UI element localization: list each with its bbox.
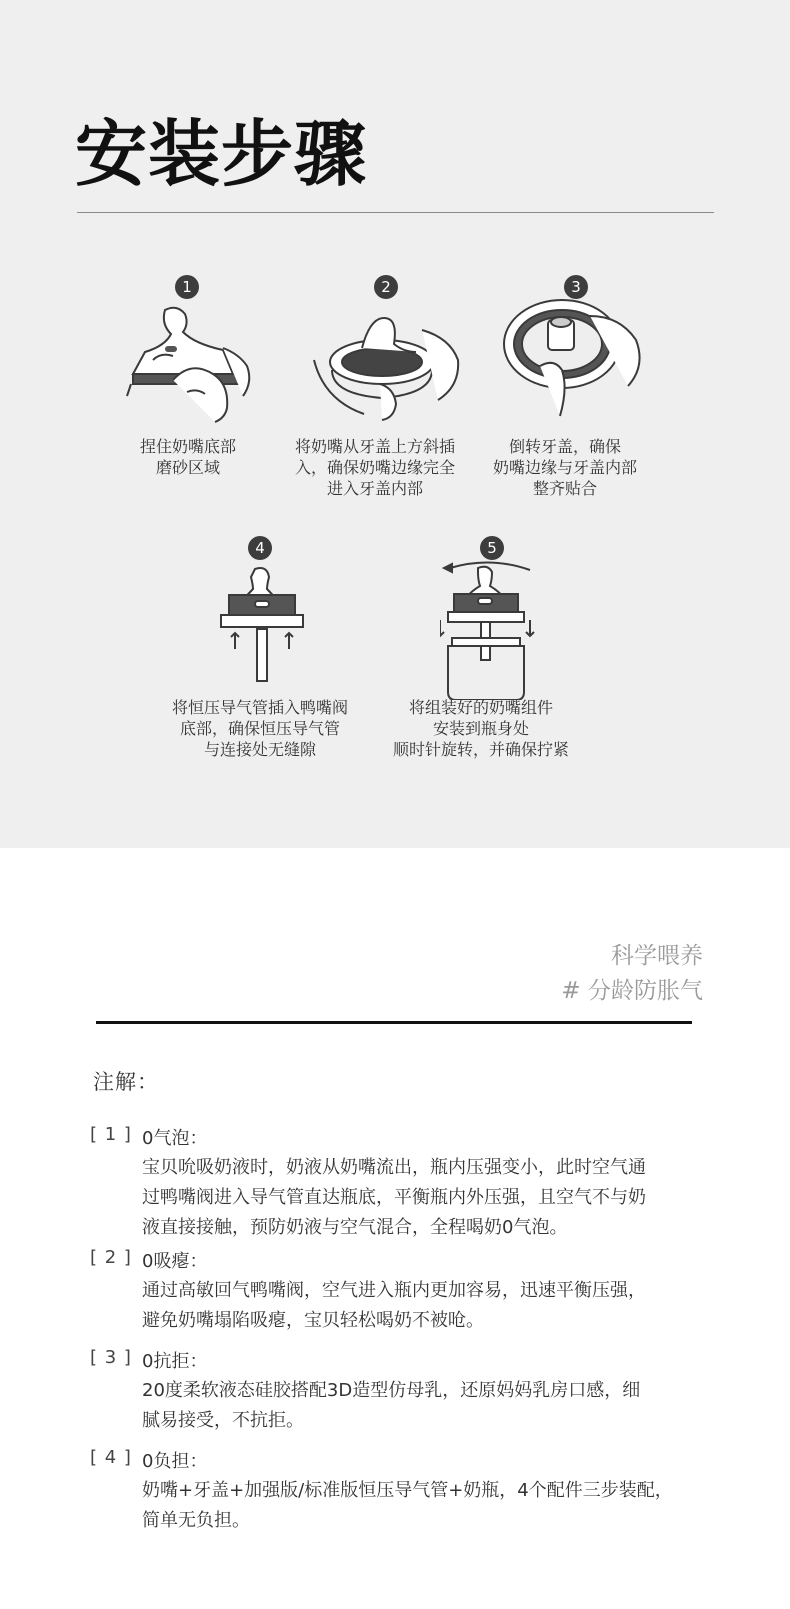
step-3-line-1: 倒转牙盖，确保 <box>508 437 621 456</box>
note-1-line-2: 过鸭嘴阀进入导气管直达瓶底，平衡瓶内外压强，且空气不与奶 <box>142 1187 646 1208</box>
feeding-subheading: # 分龄防胀气 <box>561 978 703 1004</box>
note-1-line-1: 宝贝吮吸奶液时，奶液从奶嘴流出，瓶内压强变小，此时空气通 <box>142 1157 646 1178</box>
step-3-line-3: 整齐贴合 <box>532 479 597 498</box>
notes-divider <box>96 1021 692 1024</box>
note-3-index: [ 3 ] <box>90 1347 132 1368</box>
step-2-description <box>288 436 462 499</box>
step-4-number: 4 <box>248 536 272 560</box>
note-1-heading: 0气泡： <box>142 1128 208 1149</box>
feeding-heading: 科学喂养 <box>611 943 703 969</box>
note-1-line-3: 液直接接触，预防奶液与空气混合，全程喝奶0气泡。 <box>142 1217 568 1238</box>
step-5-line-3: 顺时针旋转，并确保拧紧 <box>392 740 569 759</box>
note-3-heading: 0抗拒： <box>142 1351 208 1372</box>
note-2-index: [ 2 ] <box>90 1247 132 1268</box>
step-5-number: 5 <box>480 536 504 560</box>
step-4-line-1: 将恒压导气管插入鸭嘴阀 <box>171 698 348 717</box>
note-item-3 <box>90 1347 730 1431</box>
note-2-line-1: 通过高敏回气鸭嘴阀，空气进入瓶内更加容易，迅速平衡压强， <box>142 1280 646 1301</box>
step-3-line-2: 奶嘴边缘与牙盖内部 <box>492 458 637 477</box>
note-3-line-1: 20度柔软液态硅胶搭配3D造型仿母乳，还原妈妈乳房口感，细 <box>142 1380 641 1401</box>
step-5-description <box>386 697 576 760</box>
step-1-line-2: 磨砂区域 <box>155 458 220 477</box>
step-2-insert-nipple-illustration <box>310 300 460 425</box>
step-5-attach-bottle-illustration <box>440 560 540 700</box>
step-2-line-1: 将奶嘴从牙盖上方斜插 <box>294 437 455 456</box>
note-2-line-2: 避免奶嘴塌陷吸瘪，宝贝轻松喝奶不被呛。 <box>142 1310 484 1331</box>
note-item-1 <box>90 1124 730 1238</box>
step-5-line-2: 安装到瓶身处 <box>432 719 529 738</box>
note-4-line-1: 奶嘴+牙盖+加强版/标准版恒压导气管+奶瓶，4个配件三步装配， <box>142 1480 673 1501</box>
step-1-pinch-nipple-illustration <box>125 300 260 425</box>
note-4-index: [ 4 ] <box>90 1447 132 1468</box>
note-4-heading: 0负担： <box>142 1451 208 1472</box>
note-3-line-2: 腻易接受，不抗拒。 <box>142 1410 304 1431</box>
step-4-line-3: 与连接处无缝隙 <box>203 740 316 759</box>
step-3-description <box>486 436 644 499</box>
note-4-line-2: 简单无负担。 <box>142 1510 250 1531</box>
step-1-line-1: 捏住奶嘴底部 <box>139 437 236 456</box>
step-2-number: 2 <box>374 275 398 299</box>
note-1-body <box>142 1153 732 1243</box>
note-3-body <box>142 1376 732 1436</box>
step-4-insert-tube-illustration <box>215 565 310 685</box>
step-3-invert-cap-illustration <box>500 296 650 426</box>
notes-title: 注解： <box>93 1070 159 1094</box>
step-4-line-2: 底部，确保恒压导气管 <box>179 719 340 738</box>
step-1-description <box>115 436 261 478</box>
step-2-line-3: 进入牙盖内部 <box>326 479 423 498</box>
note-1-index: [ 1 ] <box>90 1124 132 1145</box>
note-item-2 <box>90 1247 730 1331</box>
install-title: 安装步骤 <box>75 112 368 196</box>
step-1-number: 1 <box>175 275 199 299</box>
step-2-line-2: 入，确保奶嘴边缘完全 <box>294 458 455 477</box>
title-divider <box>77 212 714 213</box>
step-3-number: 3 <box>564 275 588 299</box>
step-5-line-1: 将组装好的奶嘴组件 <box>408 698 553 717</box>
note-2-body <box>142 1276 732 1336</box>
note-4-body <box>142 1476 732 1536</box>
note-2-heading: 0吸瘪： <box>142 1251 208 1272</box>
step-4-description <box>160 697 360 760</box>
note-item-4 <box>90 1447 730 1531</box>
